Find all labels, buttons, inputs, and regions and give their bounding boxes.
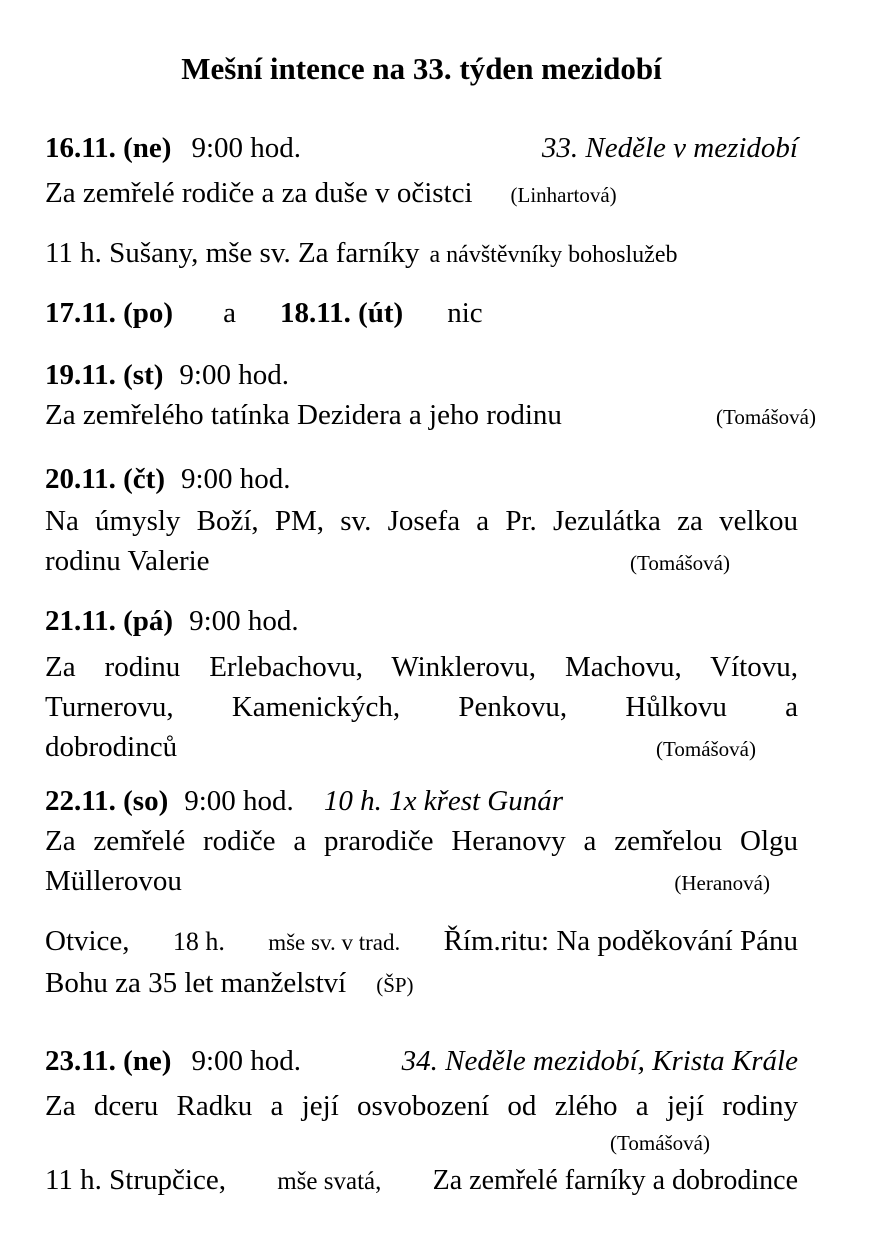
mass-date: 22.11. (so) (45, 785, 169, 817)
mass-time: 9:00 hod. (189, 605, 299, 637)
conjunction-text: a (223, 297, 236, 329)
date-time-group (45, 128, 301, 173)
mass-intention-21-11-line3 (45, 727, 798, 769)
mass-header-16-11 (45, 128, 798, 173)
intention-text: Turnerovu, Kamenických, Penkovu, Hůlkovu a (45, 691, 798, 723)
intention-text: Za dceru Radku a její osvobození od zlého a její rodiny (45, 1090, 798, 1122)
mass-date: 20.11. (čt) (45, 463, 165, 495)
mass-date: 16.11. (ne) (45, 132, 172, 164)
intention-text: dobrodinců (45, 731, 178, 763)
mass-intention-19-11 (45, 395, 816, 437)
mass-intention-22-11-line2 (45, 861, 798, 903)
intention-text: Za zemřelého tatínka Dezidera a jeho rodinu (45, 399, 562, 431)
mass-header-21-11 (45, 601, 798, 641)
mass-time: 9:00 hod. (191, 1045, 302, 1077)
donor-name: (Tomášová) (716, 405, 816, 429)
mass-header-23-11 (45, 1041, 798, 1086)
mass-date: 17.11. (po) (45, 297, 174, 329)
mass-header-20-11 (45, 459, 798, 499)
intention-text: Za zemřelé rodiče a prarodiče Heranovy a zemřelou Olgu (45, 825, 798, 857)
extra-text-small: mše svatá, (277, 1168, 382, 1195)
mass-header-19-11 (45, 355, 798, 395)
feast-name: 34. Neděle mezidobí, Krista Krále (401, 1045, 798, 1077)
mass-date: 23.11. (ne) (45, 1045, 172, 1077)
date-time-group (45, 1041, 301, 1086)
donor-name: (Tomášová) (656, 737, 756, 761)
donor-name: (Linhartová) (510, 183, 617, 207)
feast-name: 33. Neděle v mezidobí (541, 132, 798, 164)
mass-date: 18.11. (út) (279, 297, 404, 329)
mass-intention-20-11-line2 (45, 541, 798, 583)
mass-time: 9:00 hod. (179, 359, 289, 391)
mass-date: 21.11. (pá) (45, 605, 174, 637)
extra-text: 11 h. Sušany, mše sv. Za farníky (45, 237, 420, 269)
baptism-note: 10 h. 1x křest Gunár (323, 785, 564, 817)
donor-name: (ŠP) (376, 973, 414, 997)
extra-text: Bohu za 35 let manželství (45, 967, 347, 999)
extra-text: 11 h. Strupčice, (45, 1164, 226, 1196)
mass-time: 9:00 hod. (191, 132, 302, 164)
donor-name: (Tomášová) (630, 551, 730, 575)
intention-text: Na úmysly Boží, PM, sv. Josefa a Pr. Jezulátka za velkou (45, 505, 798, 537)
extra-text: Za zemřelé farníky a dobrodince (432, 1165, 798, 1196)
mass-header-17-18 (45, 293, 798, 333)
mass-extra-susany (45, 233, 798, 275)
mass-time: 9:00 hod. (181, 463, 291, 495)
intention-text: rodinu Valerie (45, 545, 210, 577)
mass-time: 9:00 hod. (184, 785, 294, 817)
page-title: Mešní intence na 33. týden mezidobí (181, 51, 662, 86)
extra-text-small: a návštěvníky bohoslužeb (429, 242, 678, 268)
intention-text: Za zemřelé rodiče a za duše v očistci (45, 177, 473, 209)
donor-name: (Heranová) (674, 871, 770, 895)
mass-note: nic (447, 297, 483, 329)
mass-extra-otvice-line2 (45, 963, 798, 1005)
donor-name: (Tomášová) (610, 1131, 710, 1155)
extra-text: Řím.ritu: Na poděkování Pánu (443, 925, 798, 957)
intention-text: Müllerovou (45, 865, 182, 897)
mass-extra-strupcice (45, 1160, 798, 1202)
extra-time: 18 h. (172, 927, 225, 956)
place-name: Otvice, (45, 925, 130, 957)
extra-text-small: mše sv. v trad. (268, 930, 401, 955)
mass-intention-16-11 (45, 173, 798, 215)
mass-date: 19.11. (st) (45, 359, 164, 391)
mass-donor-23-11 (45, 1126, 798, 1160)
intention-text: Za rodinu Erlebachovu, Winklerovu, Machovu, Vítovu, (45, 651, 798, 683)
document-content (45, 0, 816, 1202)
mass-header-22-11 (45, 781, 798, 821)
mass-extra-otvice (45, 921, 798, 963)
